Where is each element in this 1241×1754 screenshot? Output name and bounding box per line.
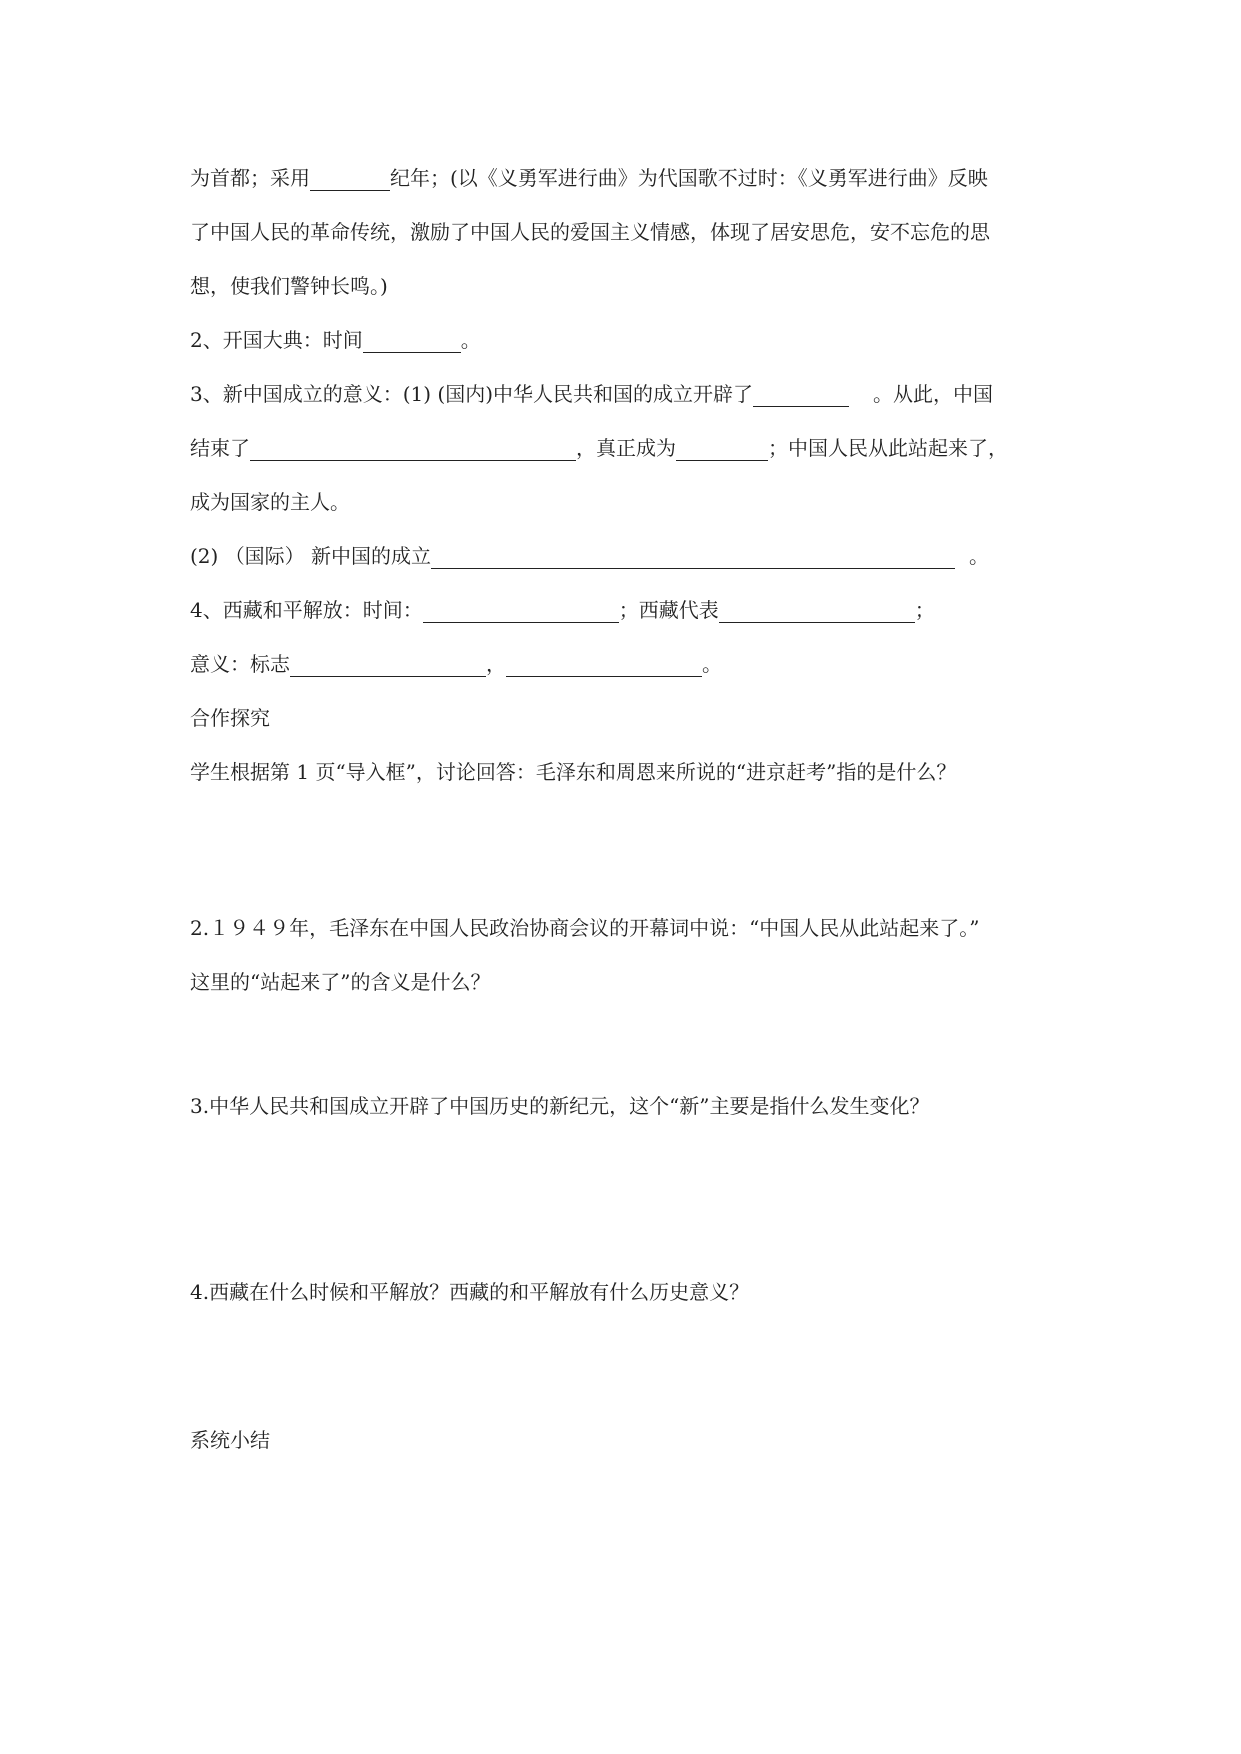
text-span: 4.西藏在什么时候和平解放？西藏的和平解放有什么历史意义？: [190, 1280, 750, 1304]
question-3: [190, 1092, 930, 1120]
fill-blank[interactable]: [753, 384, 849, 407]
fill-blank[interactable]: [719, 600, 915, 623]
text-line-1: [190, 164, 988, 192]
text-span: 纪年；(以《义勇军进行曲》为代国歌不过时：《义勇军进行曲》反映: [390, 166, 988, 190]
fill-blank[interactable]: [676, 438, 768, 461]
text-span: 2、开国大典：时间: [190, 328, 363, 352]
fill-blank[interactable]: [290, 654, 486, 677]
question-4: [190, 1278, 749, 1306]
text-line-3: [190, 272, 388, 300]
text-span: 了中国人民的革命传统，激励了中国人民的爱国主义情感，体现了居安思危，安不忘危的思: [190, 220, 990, 244]
text-span: 想，使我们警钟长鸣。): [190, 274, 388, 298]
text-span: 为首都；采用: [190, 166, 310, 190]
text-span: (2) （国际） 新中国的成立: [190, 544, 432, 568]
text-span: 。: [702, 652, 722, 676]
text-line-6: [190, 434, 1008, 462]
text-line-4: [190, 326, 481, 354]
text-span: 4、西藏和平解放：时间：: [190, 598, 423, 622]
text-span: 意义：标志: [190, 652, 290, 676]
text-span: 。: [969, 544, 990, 568]
text-span: 。: [460, 328, 481, 352]
text-span: ；中国人民从此站起来了，: [768, 436, 1008, 460]
fill-blank[interactable]: [310, 168, 390, 191]
fill-blank[interactable]: [250, 438, 576, 461]
question-1: [190, 758, 956, 786]
text-span: 学生根据第 1 页“导入框”，讨论回答：毛泽东和周恩来所说的“进京赶考”指的是什么？: [190, 760, 957, 784]
text-span: 3、新中国成立的意义：(1) (国内)中华人民共和国的成立开辟了: [190, 382, 754, 406]
text-span: ；: [914, 598, 935, 622]
section-heading-summary: 系统小结: [190, 1428, 270, 1452]
text-span: 结束了: [190, 436, 250, 460]
text-line-9: [190, 596, 935, 624]
text-line-7: [190, 488, 350, 516]
section-heading-cooperation: 合作探究: [190, 706, 270, 730]
text-span: 。从此，中国: [873, 382, 994, 406]
text-line-8: [190, 542, 989, 570]
fill-blank[interactable]: [431, 546, 955, 569]
text-line-10: [190, 650, 722, 678]
question-2-line-2: [190, 968, 490, 996]
text-span: ；西藏代表: [618, 598, 719, 622]
fill-blank[interactable]: [423, 600, 619, 623]
question-2-line-1: [190, 914, 980, 942]
text-span: 这里的“站起来了”的含义是什么？: [190, 970, 491, 994]
text-span: 3.中华人民共和国成立开辟了中国历史的新纪元，这个“新”主要是指什么发生变化？: [190, 1094, 930, 1118]
text-line-2: [190, 218, 990, 246]
text-span: ，: [486, 652, 506, 676]
text-line-5: [190, 380, 993, 408]
text-span: ，真正成为: [576, 436, 676, 460]
fill-blank[interactable]: [506, 654, 702, 677]
text-span: 成为国家的主人。: [190, 490, 350, 514]
fill-blank[interactable]: [363, 330, 461, 353]
text-span: 2.１９４９年，毛泽东在中国人民政治协商会议的开幕词中说：“中国人民从此站起来了。”: [190, 916, 980, 940]
